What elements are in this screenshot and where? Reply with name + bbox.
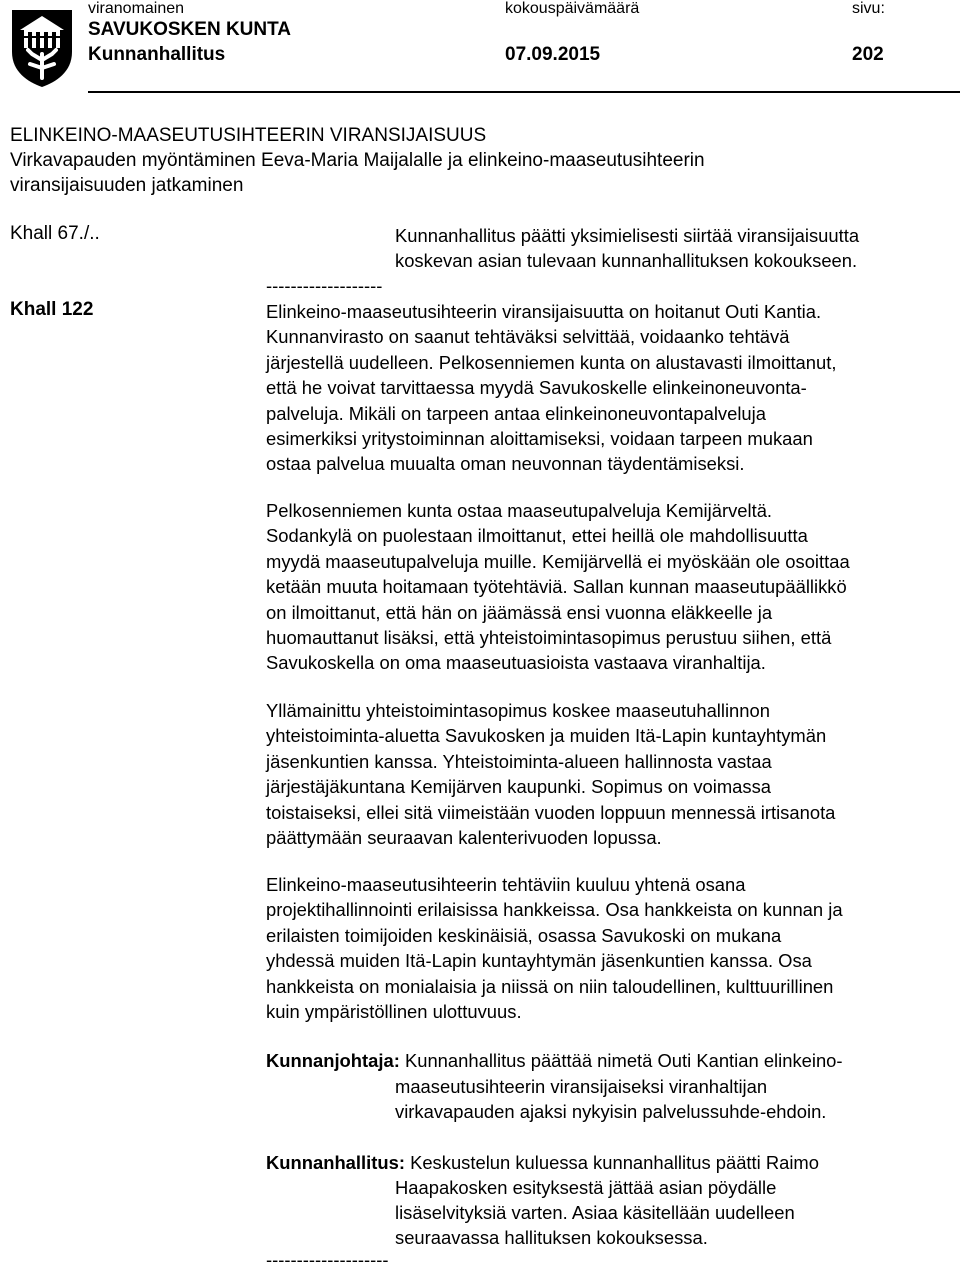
text-line: Elinkeino-maaseutusihteerin viransijaisuutta on hoitanut Outi Kantia. bbox=[266, 301, 822, 322]
decision-line-3: lisäselvityksiä varten. Asiaa käsitellään uudelleen bbox=[395, 1202, 795, 1223]
page-label: sivu: bbox=[852, 0, 885, 17]
text-line: huomauttanut lisäksi, että yhteistoimintasopimus perustuu siihen, että bbox=[266, 627, 832, 649]
text-line: esimerkiksi yritystoiminnan aloittamiseksi, voidaan tarpeen mukaan bbox=[266, 428, 813, 450]
decision-text: Keskustelun kuluessa kunnanhallitus päätti Raimo bbox=[404, 1152, 819, 1173]
text-line: projektihallinnointi erilaisissa hankkeissa. Osa hankkeista on kunnan ja bbox=[266, 899, 843, 921]
viranomainen-label: viranomainen bbox=[88, 0, 185, 17]
section-subtitle-line-2: viransijaisuuden jatkaminen bbox=[10, 175, 244, 196]
text-line: Sodankylä on puolestaan ilmoittanut, ettei heillä ole mahdollisuutta bbox=[266, 525, 808, 547]
text-line: yhteistoiminta-aluetta Savukosken ja muiden Itä-Lapin kuntayhtymän bbox=[266, 725, 827, 747]
text-line: Elinkeino-maaseutusihteerin tehtäviin kuuluu yhtenä osana bbox=[266, 874, 746, 895]
meeting-date: 07.09.2015 bbox=[505, 44, 601, 65]
paragraph-1 bbox=[266, 299, 958, 477]
proposal-line-3: virkavapauden ajaksi nykyisin palvelussuhde-ehdoin. bbox=[395, 1101, 827, 1122]
section-subtitle-line-1: Virkavapauden myöntäminen Eeva-Maria Maijalalle ja elinkeino-maaseutusihteerin bbox=[10, 150, 705, 171]
text-line: ketään muuta hoitamaan työtehtäviä. Sallan kunnan maaseutupäällikkö bbox=[266, 576, 847, 598]
organization-name: SAVUKOSKEN KUNTA bbox=[88, 19, 292, 40]
proposal-speaker: Kunnanjohtaja: bbox=[266, 1050, 400, 1071]
text-line: palveluja. Mikäli on tarpeen antaa elinkeinoneuvontapalveluja bbox=[266, 402, 766, 424]
previous-decision-line-2: koskevan asian tulevaan kunnanhallituksen kokoukseen. bbox=[395, 250, 858, 271]
text-line: ostaa palvelua muualta oman neuvonnan täydentämiseksi. bbox=[266, 453, 745, 475]
section-heading: ELINKEINO-MAASEUTUSIHTEERIN VIRANSIJAISUUS bbox=[10, 125, 487, 146]
text-line: Kunnanvirasto on saanut tehtäväksi selvittää, voidaanko tehtävä bbox=[266, 326, 790, 348]
text-line: myydä maaseutupalveluja muille. Kemijärvellä ei myöskään ole osoittaa bbox=[266, 550, 850, 572]
text-line: hankkeista on monialaisia ja niissä on niin taloudellinen, kulttuurillinen bbox=[266, 975, 834, 997]
text-line: on ilmoittanut, että hän on jäämässä ensi vuonna eläkkeelle ja bbox=[266, 601, 773, 623]
text-line: järjestellä uudelleen. Pelkosenniemen kunta on alustavasti ilmoittanut, bbox=[266, 351, 837, 373]
header-divider bbox=[88, 91, 960, 93]
text-line: jäsenkuntien kanssa. Yhteistoiminta-alueen hallinnosta vastaa bbox=[266, 750, 772, 772]
text-line: yhdessä muiden Itä-Lapin kuntayhtymän jäsenkuntien kanssa. Osa bbox=[266, 950, 812, 972]
text-line: että he voivat tarvittaessa myydä Savukoskelle elinkeinoneuvonta- bbox=[266, 377, 807, 399]
kokouspaiva-label: kokouspäivämäärä bbox=[505, 0, 640, 17]
decision-line-2: Haapakosken esityksestä jättää asian pöydälle bbox=[395, 1177, 777, 1198]
proposal-first-line bbox=[266, 1048, 843, 1073]
authority-name: Kunnanhallitus bbox=[88, 44, 226, 65]
paragraph-3 bbox=[266, 698, 958, 850]
text-line: järjestäjäkuntana Kemijärven kaupunki. Sopimus on voimassa bbox=[266, 776, 771, 798]
decision-first-line bbox=[266, 1150, 819, 1175]
previous-section-divider: ------------------- bbox=[266, 275, 383, 296]
text-line: toistaiseksi, ellei sitä viimeistään vuoden loppuun mennessä irtisanota bbox=[266, 801, 836, 823]
proposal-text: Kunnanhallitus päättää nimetä Outi Kantian elinkeino- bbox=[399, 1050, 843, 1071]
end-divider: -------------------- bbox=[266, 1249, 389, 1270]
decision-line-4: seuraavassa hallituksen kokouksessa. bbox=[395, 1227, 708, 1248]
decision-speaker: Kunnanhallitus: bbox=[266, 1152, 405, 1173]
previous-section-label: Khall 67./.. bbox=[10, 223, 100, 244]
proposal-line-2: maaseutusihteerin viransijaiseksi viranhaltijan bbox=[395, 1076, 768, 1097]
text-line: Yllämainittu yhteistoimintasopimus koskee maaseutuhallinnon bbox=[266, 700, 770, 721]
text-line: kuin ympäristöllinen ulottuvuus. bbox=[266, 1001, 522, 1023]
previous-decision-line-1: Kunnanhallitus päätti yksimielisesti siirtää viransijaisuutta bbox=[395, 225, 860, 246]
text-line: Pelkosenniemen kunta ostaa maaseutupalveluja Kemijärveltä. bbox=[266, 500, 773, 521]
text-line: erilaisten toimijoiden keskinäisiä, osassa Savukoski on mukana bbox=[266, 924, 782, 946]
text-line: Savukoskella on oma maaseutuasioista vastaava viranhaltija. bbox=[266, 652, 766, 674]
municipality-coat-of-arms-logo bbox=[10, 8, 74, 88]
page-number: 202 bbox=[852, 44, 884, 65]
paragraph-2 bbox=[266, 498, 958, 676]
text-line: päättymään seuraavan kalenterivuoden lopussa. bbox=[266, 827, 662, 849]
section-number-label: Khall 122 bbox=[10, 299, 94, 320]
paragraph-4 bbox=[266, 872, 958, 1024]
